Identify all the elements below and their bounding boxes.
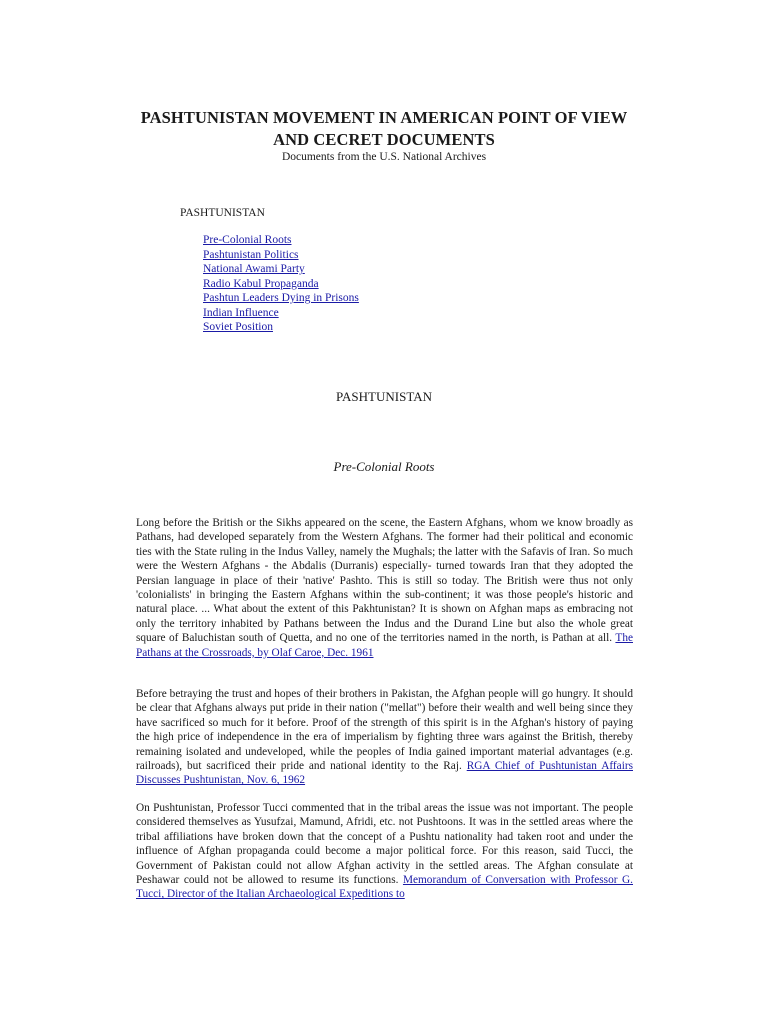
toc-item [203, 291, 359, 306]
sub-section-title: Pre-Colonial Roots [333, 459, 435, 474]
toc-heading: PASHTUNISTAN [180, 207, 265, 219]
source-link[interactable]: The Pathans at the Crossroads, by Olaf Caroe, Dec. 1961 [136, 632, 633, 659]
paragraph-text: Long before the British or the Sikhs appeared on the scene, the Eastern Afghans, whom we know broadly as Pathans, had developed separately from the Western Afghans. The former had their political and economic ties with the State ruling in the Indus Valley, namely the Mughals; the latter with the Safavis of Iran. So much were the Western Afghans - the Abdalis (Durranis) especially- turned towards Iran that they adopted the Persian language in place of their 'native' Pashto. This is still so today. The British were thus not only 'colonialists' in bringing the Eastern Afghans within the sub-continent; it was those people's historic and natural place. ... What about the extent of this Pakhtunistan? It is shown on Afghan maps as embracing not only the territory inhabited by Pathans between the Indus and the Durand Line but also the whole great square of Baluchistan south of Quetta, and no one of the territories named in the north, is Pathan at all. [136, 517, 633, 645]
toc-link-soviet-position[interactable]: Soviet Position [203, 321, 273, 333]
toc-item [203, 248, 359, 263]
section-title: PASHTUNISTAN [336, 389, 432, 404]
toc-link-pashtunistan-politics[interactable]: Pashtunistan Politics [203, 248, 299, 261]
document-title [80, 107, 688, 151]
source-link[interactable]: RGA Chief of Pushtunistan Affairs Discusses Pushtunistan, Nov. 6, 1962 [136, 760, 633, 787]
toc-item [203, 262, 359, 277]
toc-item [203, 306, 359, 321]
source-link[interactable]: Memorandum of Conversation with Professor G. Tucci, Director of the Italian Archaeological Expeditions to [136, 874, 633, 901]
toc-item [203, 233, 359, 248]
toc-item [203, 277, 359, 292]
toc-link-indian-influence[interactable]: Indian Influence [203, 306, 279, 319]
title-line-2: AND CECRET DOCUMENTS [273, 130, 495, 150]
paragraph [136, 687, 633, 788]
document-subtitle: Documents from the U.S. National Archives [281, 151, 487, 163]
toc-link-pashtun-leaders-dying[interactable]: Pashtun Leaders Dying in Prisons [203, 292, 359, 304]
title-line-1: PASHTUNISTAN MOVEMENT IN AMERICAN POINT OF VIEW [140, 108, 628, 128]
table-of-contents [203, 233, 359, 335]
paragraph [136, 516, 633, 660]
toc-link-radio-kabul-propaganda[interactable]: Radio Kabul Propaganda [203, 277, 319, 290]
paragraph-text: Before betraying the trust and hopes of their brothers in Pakistan, the Afghan people will go hungry. It should be clear that Afghans always put pride in their nation ("mellat") before their wealth and well being since they have sacrificed so much for it before. Proof of the strength of this spirit is in the Afghan's history of paying the high price of independence in the era of imperialism by fighting three wars against the British, thereby remaining isolated and undeveloped, while the peoples of India gained important material advantages (e.g. railroads), but sacrificed their pride and national identity to the Raj. [136, 688, 633, 773]
paragraph [136, 801, 633, 902]
toc-link-pre-colonial-roots[interactable]: Pre-Colonial Roots [203, 234, 292, 246]
toc-link-national-awami-party[interactable]: National Awami Party [203, 263, 305, 275]
toc-item [203, 320, 359, 335]
paragraph-text: On Pushtunistan, Professor Tucci commented that in the tribal areas the issue was not important. The people considered themselves as Yusufzai, Mamund, Afridi, etc. not Pushtoons. It was in the settled areas where the tribal affiliations have broken down that the concept of a Pushtu nationality had taken root and under the influence of Afghan propaganda could become a major political force. For this reason, said Tucci, the Government of Pakistan could not allow Afghan activity in the settled areas. The Afghan consulate at Peshawar could not be allowed to resume its functions. [136, 802, 633, 887]
